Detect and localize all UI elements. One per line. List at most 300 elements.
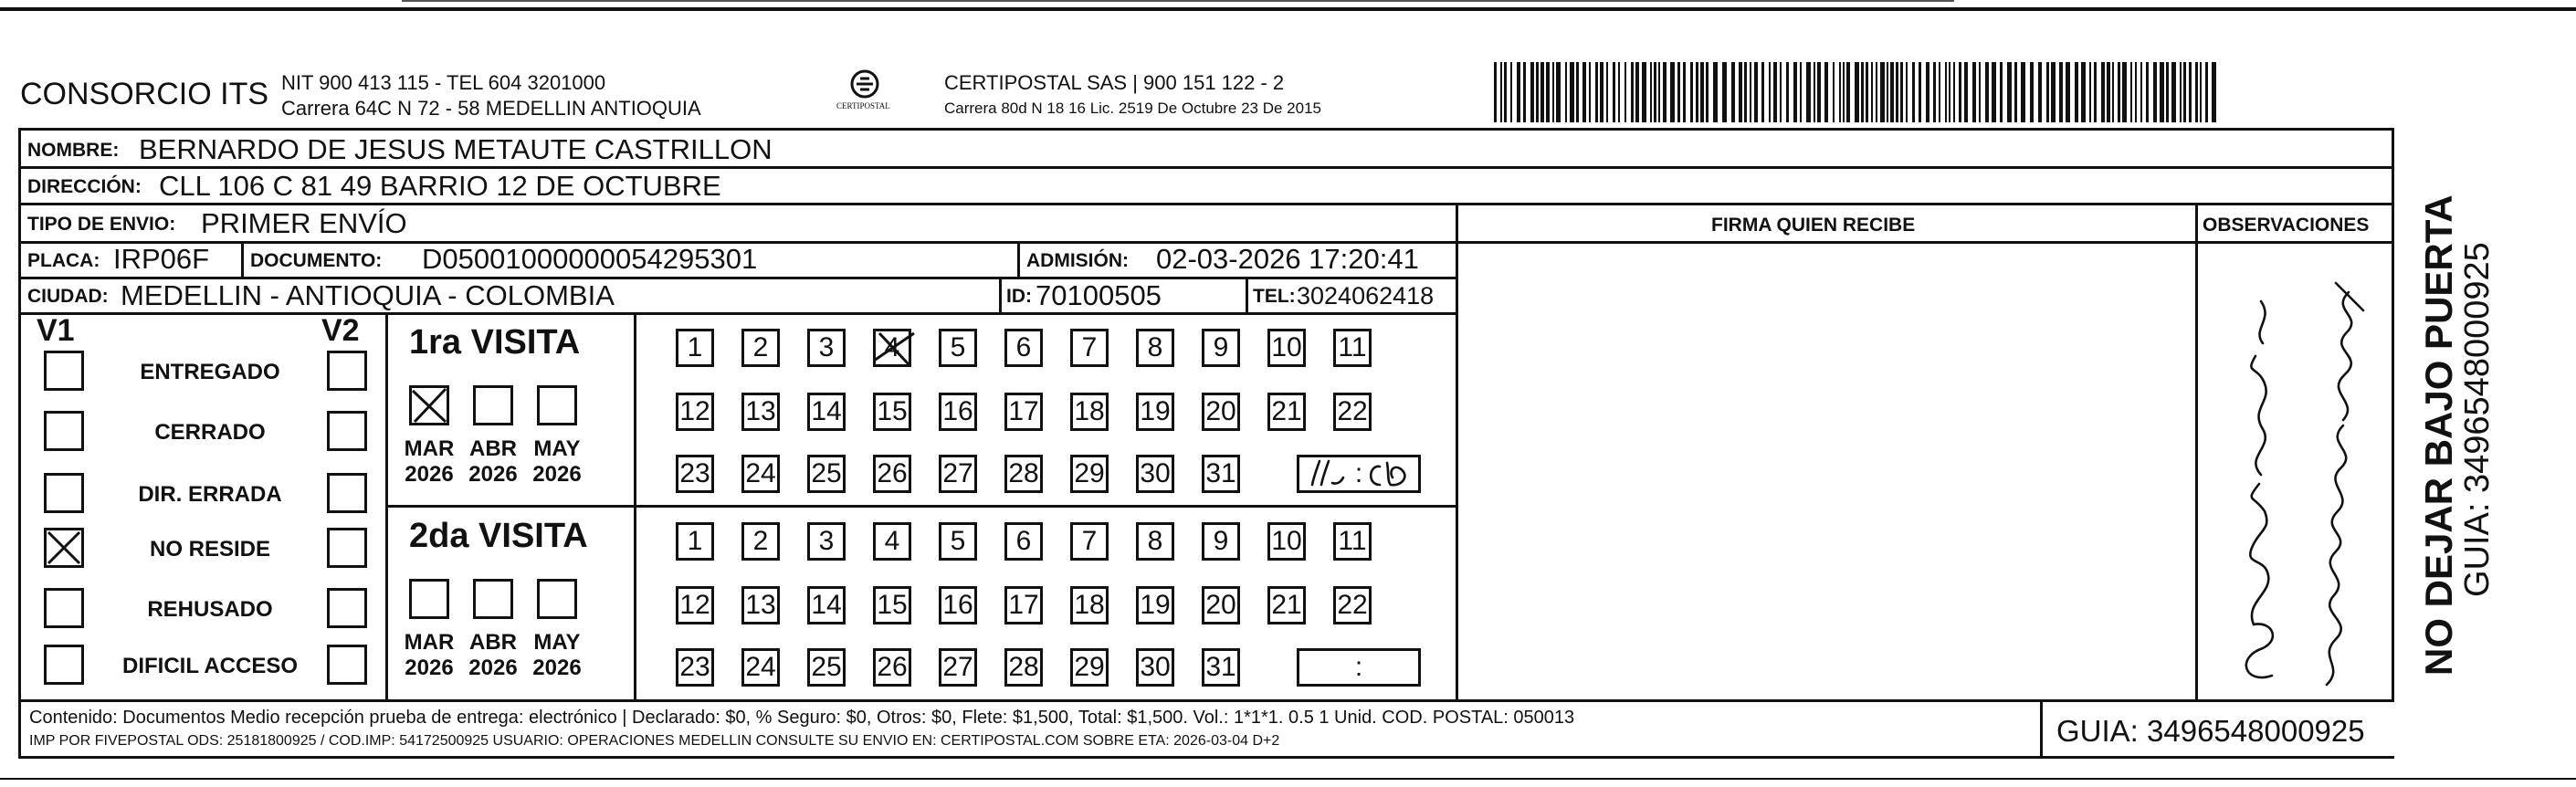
day-cross-mark: [872, 328, 916, 368]
day-number: 28: [1008, 652, 1039, 682]
day-number: 16: [942, 590, 973, 620]
day-number: 18: [1074, 590, 1105, 620]
day-box[interactable]: [939, 586, 977, 624]
day-box[interactable]: [1267, 393, 1306, 431]
day-box[interactable]: [807, 586, 846, 624]
type-label: TIPO DE ENVIO:: [27, 214, 176, 235]
barcode-bar: [1690, 62, 1693, 122]
barcode-bar: [1696, 62, 1698, 122]
day-number: 18: [1074, 396, 1105, 426]
barcode-bar: [2014, 62, 2017, 122]
barcode-bar: [1871, 62, 1873, 122]
day-box[interactable]: [1136, 648, 1174, 687]
barcode-bar: [1876, 62, 1877, 122]
barcode-bar: [2101, 62, 2105, 122]
barcode-bar: [1530, 62, 1534, 122]
barcode-bar: [1824, 62, 1828, 122]
barcode-bar: [2183, 62, 2186, 122]
barcode-bar: [2118, 62, 2120, 122]
day-box[interactable]: [1004, 586, 1043, 624]
day-box[interactable]: [1070, 393, 1109, 431]
day-number: 17: [1008, 590, 1039, 620]
day-box[interactable]: [741, 648, 780, 687]
day-box[interactable]: [807, 522, 846, 561]
barcode-bar: [1744, 62, 1747, 122]
barcode-bar: [2153, 62, 2157, 122]
day-number: 21: [1271, 590, 1302, 620]
month-checkbox[interactable]: [537, 579, 577, 619]
status-option-label: CERRADO: [154, 420, 266, 445]
day-box[interactable]: [1136, 329, 1174, 367]
barcode-bar: [1912, 62, 1915, 122]
status-option-label: ENTREGADO: [140, 360, 280, 384]
rule-city: [18, 312, 1457, 315]
rule-obs-left: [2195, 203, 2198, 699]
day-box[interactable]: [807, 648, 846, 687]
barcode-bar: [1800, 62, 1802, 122]
day-number: 12: [679, 396, 710, 426]
day-number: 1: [687, 332, 703, 362]
day-box[interactable]: [1267, 329, 1306, 367]
barcode-bar: [1919, 62, 1921, 122]
barcode-bar: [1650, 62, 1652, 122]
observations-header: OBSERVACIONES: [2203, 215, 2370, 236]
day-box[interactable]: [1004, 393, 1043, 431]
company-nit: NIT 900 413 115 - TEL 604 3201000: [281, 71, 606, 94]
day-number: 23: [679, 458, 710, 488]
document-label: DOCUMENTO:: [250, 250, 383, 271]
status-option-label: DIR. ERRADA: [138, 482, 282, 507]
day-number: 4: [884, 526, 900, 556]
barcode-bar: [1731, 62, 1735, 122]
barcode-bar: [1769, 62, 1771, 122]
rule-plate-doc: [241, 241, 244, 278]
barcode-bar: [2160, 62, 2164, 122]
barcode-bar: [1517, 62, 1520, 122]
barcode-bar: [1945, 62, 1947, 122]
barcode: [1494, 62, 2224, 122]
barcode-bar: [2212, 62, 2216, 122]
barcode-bar: [1972, 62, 1976, 122]
day-number: 26: [877, 458, 908, 488]
barcode-bar: [2130, 62, 2132, 122]
day-box[interactable]: [1070, 329, 1109, 367]
shipment-type: PRIMER ENVÍO: [201, 207, 407, 239]
month-year: 2026: [468, 461, 518, 487]
day-number: 4: [884, 332, 900, 362]
day-number: 24: [745, 652, 776, 682]
visit-time-box[interactable]: [1297, 648, 1421, 687]
recipient-address: CLL 106 C 81 49 BARRIO 12 DE OCTUBRE: [159, 170, 721, 202]
barcode-bar: [1906, 62, 1908, 122]
footer-guia: GUIA: 3496548000925: [2056, 714, 2365, 748]
month-label: [525, 436, 589, 487]
tel-label: TEL:: [1253, 286, 1296, 307]
day-box[interactable]: [1267, 522, 1306, 561]
visit-title: 2da VISITA: [409, 517, 588, 555]
month-label: [461, 436, 525, 487]
barcode-bar: [2046, 62, 2049, 122]
v2-header: V2: [321, 313, 360, 348]
barcode-bar: [2066, 62, 2070, 122]
day-number: 20: [1205, 590, 1236, 620]
day-box[interactable]: [1070, 522, 1109, 561]
barcode-bar: [1536, 62, 1539, 122]
barcode-bar: [2021, 62, 2025, 122]
day-number: 31: [1205, 458, 1236, 488]
day-number: 27: [942, 458, 973, 488]
v2-checkbox[interactable]: [327, 588, 367, 628]
day-number: 29: [1074, 652, 1105, 682]
barcode-bar: [1926, 62, 1929, 122]
barcode-bar: [1510, 62, 1512, 122]
day-number: 9: [1213, 526, 1229, 556]
day-number: 15: [877, 396, 908, 426]
barcode-bar: [2171, 62, 2176, 122]
v1-header: V1: [37, 313, 75, 348]
day-box[interactable]: [939, 648, 977, 687]
barcode-bar: [1839, 62, 1841, 122]
day-number: 5: [950, 332, 966, 362]
day-number: 30: [1140, 458, 1171, 488]
barcode-bar: [1635, 62, 1639, 122]
barcode-bar: [1843, 62, 1845, 122]
day-box[interactable]: [741, 586, 780, 624]
day-number: 7: [1081, 526, 1098, 556]
barcode-bar: [1570, 62, 1574, 122]
id-label: ID:: [1006, 286, 1032, 307]
day-box[interactable]: [939, 522, 977, 561]
carrier-name: CERTIPOSTAL SAS | 900 151 122 - 2: [944, 71, 1285, 94]
barcode-bar: [1833, 62, 1835, 122]
name-label: NOMBRE:: [27, 140, 120, 161]
rule-visit-split: [385, 505, 1457, 508]
visit-time: :: [1354, 652, 1363, 682]
month-name: MAY: [533, 436, 581, 461]
status-option-label: NO RESIDE: [149, 537, 271, 561]
day-box[interactable]: [873, 648, 911, 687]
barcode-bar: [1887, 62, 1888, 122]
barcode-bar: [2007, 62, 2012, 122]
admission-value: 02-03-2026 17:20:41: [1156, 243, 1419, 275]
day-box[interactable]: [807, 455, 846, 493]
day-box[interactable]: [676, 329, 714, 367]
day-box[interactable]: [676, 522, 714, 561]
day-number: 3: [818, 526, 835, 556]
day-box[interactable]: [873, 329, 911, 367]
barcode-bar: [1663, 62, 1667, 122]
day-box[interactable]: [676, 648, 714, 687]
month-name: MAR: [404, 436, 455, 461]
v2-checkbox[interactable]: [327, 411, 367, 451]
v1-checkbox[interactable]: [44, 645, 84, 685]
day-box[interactable]: [1136, 522, 1174, 561]
status-option-label: REHUSADO: [147, 597, 273, 622]
plate-value: IRP06F: [113, 243, 210, 275]
day-box[interactable]: [1333, 522, 1372, 561]
day-box[interactable]: [1070, 455, 1109, 493]
document-value: D05001000000054295301: [422, 243, 758, 275]
day-number: 7: [1081, 332, 1098, 362]
day-box[interactable]: [1136, 393, 1174, 431]
day-box[interactable]: [676, 393, 714, 431]
barcode-bar: [1739, 62, 1742, 122]
day-number: 20: [1205, 396, 1236, 426]
day-box[interactable]: [1333, 393, 1372, 431]
barcode-bar: [1773, 62, 1777, 122]
day-number: 10: [1271, 332, 1302, 362]
barcode-bar: [1786, 62, 1789, 122]
barcode-bar: [1600, 62, 1603, 122]
barcode-bar: [2051, 62, 2056, 122]
barcode-bar: [1793, 62, 1797, 122]
day-number: 16: [942, 396, 973, 426]
barcode-bar: [1985, 62, 1989, 122]
barcode-bar: [1880, 62, 1885, 122]
day-number: 23: [679, 652, 710, 682]
v2-checkbox[interactable]: [327, 528, 367, 568]
month-year: 2026: [532, 655, 582, 680]
day-box[interactable]: [1202, 648, 1240, 687]
month-checkbox[interactable]: [473, 385, 513, 425]
rule-id-tel: [1246, 277, 1248, 313]
day-number: 21: [1271, 396, 1302, 426]
side-guia: GUIA: 3496548000925: [2458, 242, 2497, 597]
month-name: MAR: [404, 630, 455, 655]
barcode-bar: [1949, 62, 1950, 122]
barcode-bar: [2135, 62, 2137, 122]
barcode-bar: [1552, 62, 1554, 122]
barcode-bar: [1565, 62, 1567, 122]
day-number: 19: [1140, 396, 1171, 426]
day-box[interactable]: [1136, 586, 1174, 624]
top-edge-line: [0, 7, 2576, 11]
barcode-bar: [1706, 62, 1709, 122]
barcode-bar: [1992, 62, 1996, 122]
barcode-bar: [1556, 62, 1561, 122]
day-box[interactable]: [676, 455, 714, 493]
barcode-bar: [1500, 62, 1502, 122]
barcode-bar: [1713, 62, 1718, 122]
barcode-bar: [1624, 62, 1626, 122]
day-number: 8: [1147, 332, 1163, 362]
barcode-bar: [2166, 62, 2169, 122]
day-box[interactable]: [807, 329, 846, 367]
id-value: 70100505: [1036, 279, 1162, 311]
day-box[interactable]: [1202, 586, 1240, 624]
rule-right: [2392, 128, 2394, 699]
top-edge-line-2: [402, 0, 1954, 2]
plate-label: PLACA:: [27, 250, 100, 271]
barcode-bar: [2030, 62, 2034, 122]
barcode-bar: [1683, 62, 1686, 122]
barcode-bar: [1846, 62, 1850, 122]
month-year: 2026: [405, 461, 454, 487]
rule-doc-adm: [1017, 241, 1020, 278]
day-number: 13: [745, 396, 776, 426]
barcode-bar: [1589, 62, 1591, 122]
day-box[interactable]: [1267, 586, 1306, 624]
month-checkbox[interactable]: [537, 385, 577, 425]
day-box[interactable]: [1004, 648, 1043, 687]
day-number: 10: [1271, 526, 1302, 556]
v1-checkbox[interactable]: [44, 411, 84, 451]
day-number: 27: [942, 652, 973, 682]
barcode-bar: [1677, 62, 1680, 122]
barcode-bar: [2200, 62, 2202, 122]
handwritten-time: [1301, 457, 1420, 492]
barcode-bar: [1750, 62, 1751, 122]
month-name: ABR: [469, 436, 517, 461]
barcode-bar: [1540, 62, 1544, 122]
status-option-label: DIFICIL ACCESO: [121, 654, 298, 678]
barcode-bar: [1933, 62, 1936, 122]
barcode-bar: [1861, 62, 1864, 122]
barcode-bar: [1890, 62, 1894, 122]
visit-time-box[interactable]: [1297, 455, 1421, 493]
barcode-bar: [1959, 62, 1961, 122]
day-box[interactable]: [1333, 586, 1372, 624]
day-box[interactable]: [1004, 455, 1043, 493]
barcode-bar: [2112, 62, 2114, 122]
barcode-bar: [2089, 62, 2091, 122]
day-number: 12: [679, 590, 710, 620]
v1-checkbox[interactable]: [44, 528, 84, 568]
address-label: DIRECCIÓN:: [27, 176, 142, 197]
barcode-bar: [1523, 62, 1526, 122]
rule-visit-days: [634, 312, 636, 699]
barcode-bar: [1582, 62, 1586, 122]
barcode-bar: [1964, 62, 1968, 122]
day-box[interactable]: [873, 522, 911, 561]
v2-checkbox[interactable]: [327, 351, 367, 391]
barcode-bar: [1606, 62, 1608, 122]
v1-checkbox[interactable]: [44, 473, 84, 513]
company-address: Carrera 64C N 72 - 58 MEDELLIN ANTIOQUIA: [281, 97, 701, 120]
barcode-bar: [1700, 62, 1704, 122]
month-label: [397, 436, 461, 487]
v2-checkbox[interactable]: [327, 645, 367, 685]
month-label: [461, 630, 525, 680]
day-number: 22: [1337, 590, 1368, 620]
day-number: 2: [752, 332, 769, 362]
day-number: 14: [811, 590, 842, 620]
day-box[interactable]: [676, 586, 714, 624]
day-number: 31: [1205, 652, 1236, 682]
barcode-bar: [2094, 62, 2097, 122]
rule-footer-top: [18, 699, 2394, 702]
barcode-bar: [1953, 62, 1955, 122]
day-number: 14: [811, 396, 842, 426]
company-name: CONSORCIO ITS: [20, 77, 269, 111]
barcode-bar: [1546, 62, 1550, 122]
rule-signature-left: [1456, 203, 1458, 699]
day-box[interactable]: [1202, 455, 1240, 493]
day-box[interactable]: [741, 393, 780, 431]
barcode-bar: [1613, 62, 1615, 122]
day-number: 6: [1015, 526, 1032, 556]
day-box[interactable]: [807, 393, 846, 431]
logo-text: CERTIPOSTAL: [836, 101, 890, 110]
day-number: 11: [1338, 332, 1367, 362]
barcode-bar: [1504, 62, 1507, 122]
rule-top: [18, 128, 2394, 131]
day-box[interactable]: [1202, 329, 1240, 367]
barcode-bar: [1817, 62, 1821, 122]
day-number: 6: [1015, 332, 1032, 362]
day-number: 8: [1147, 526, 1163, 556]
barcode-bar: [2081, 62, 2086, 122]
day-number: 30: [1140, 652, 1171, 682]
month-checkbox[interactable]: [473, 579, 513, 619]
month-year: 2026: [405, 655, 454, 680]
day-box[interactable]: [873, 586, 911, 624]
day-box[interactable]: [873, 393, 911, 431]
month-label: [397, 630, 461, 680]
no-dejar-warning: NO DEJAR BAJO PUERTA: [2417, 194, 2460, 676]
day-box[interactable]: [1136, 455, 1174, 493]
visit-time: :: [1354, 458, 1363, 488]
barcode-bar: [1494, 62, 1497, 122]
month-checkbox[interactable]: [409, 579, 449, 619]
month-name: MAY: [533, 630, 581, 655]
day-box[interactable]: [1070, 648, 1109, 687]
barcode-bar: [1814, 62, 1815, 122]
day-box[interactable]: [1202, 522, 1240, 561]
day-number: 9: [1213, 332, 1229, 362]
barcode-bar: [1900, 62, 1903, 122]
bottom-edge-line: [0, 778, 2576, 780]
rule-city-id: [999, 277, 1002, 313]
rule-footer-bottom: [18, 756, 2394, 759]
day-number: 2: [752, 526, 769, 556]
certipostal-logo: [833, 68, 897, 119]
day-box[interactable]: [939, 329, 977, 367]
day-box[interactable]: [1333, 329, 1372, 367]
day-box[interactable]: [939, 393, 977, 431]
recipient-name: BERNARDO DE JESUS METAUTE CASTRILLON: [139, 133, 773, 165]
barcode-bar: [2075, 62, 2078, 122]
day-box[interactable]: [873, 455, 911, 493]
day-box[interactable]: [741, 455, 780, 493]
barcode-bar: [1866, 62, 1868, 122]
month-checkbox[interactable]: [409, 385, 449, 425]
city-label: CIUDAD:: [27, 286, 109, 307]
barcode-bar: [1595, 62, 1598, 122]
barcode-bar: [1855, 62, 1859, 122]
barcode-bar: [1642, 62, 1646, 122]
day-number: 25: [811, 652, 842, 682]
day-number: 13: [745, 590, 776, 620]
barcode-bar: [2038, 62, 2042, 122]
city-value: MEDELLIN - ANTIOQUIA - COLOMBIA: [121, 279, 615, 311]
month-label: [525, 630, 589, 680]
day-box[interactable]: [741, 522, 780, 561]
day-box[interactable]: [1004, 329, 1043, 367]
v1-checkbox[interactable]: [44, 588, 84, 628]
day-box[interactable]: [1202, 393, 1240, 431]
day-number: 26: [877, 652, 908, 682]
v2-checkbox[interactable]: [327, 473, 367, 513]
barcode-bar: [2195, 62, 2198, 122]
day-box[interactable]: [741, 329, 780, 367]
v1-checkbox[interactable]: [44, 351, 84, 391]
day-box[interactable]: [1004, 522, 1043, 561]
day-box[interactable]: [1070, 586, 1109, 624]
rule-left: [18, 128, 21, 758]
day-box[interactable]: [939, 455, 977, 493]
day-number: 29: [1074, 458, 1105, 488]
